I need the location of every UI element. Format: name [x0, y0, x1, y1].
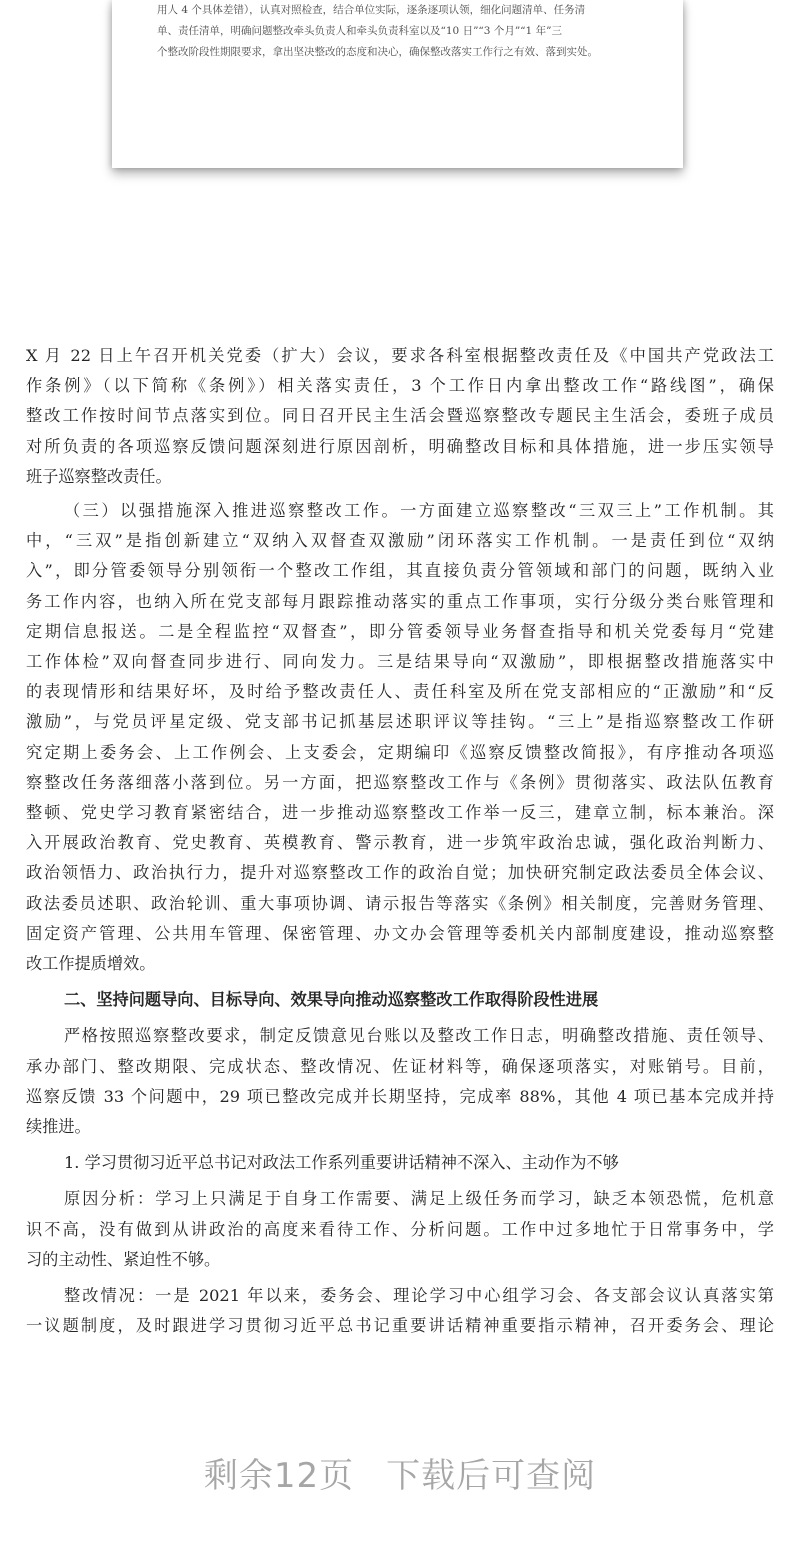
- text-line: 政治领悟力、政治执行力，提升对巡察整改工作的政治自觉；加快研究制定政法委员全体会议、: [26, 863, 774, 883]
- text-line: 定期信息报送。二是全程监控“双督查”，即分管委领导业务督查指导和机关党委每月“党建: [26, 621, 774, 641]
- text-line: 对所负责的各项巡察反馈问题深刻进行原因剖析，明确整改目标和具体措施，进一步压实领导: [26, 436, 774, 456]
- text-line: 作条例》（以下简称《条例》）相关落实责任，3 个工作日内拿出整改工作“路线图”，确保: [26, 376, 774, 396]
- paragraph-1: [26, 341, 774, 492]
- paragraph-3: [26, 1021, 774, 1142]
- text-line: 务工作内容，也纳入所在党支部每月跟踪推动落实的重点工作事项，实行分级分类台账管理和: [26, 591, 774, 611]
- text-line: 巡察反馈 33 个问题中，29 项已整改完成并长期坚持，完成率 88%，其他 4 项已基本完成并持: [26, 1086, 774, 1106]
- paragraph-5: [26, 1281, 774, 1341]
- text-line: 察整改任务落细落小落到位。另一方面，把巡察整改工作与《条例》贯彻落实、政法队伍教育: [26, 772, 774, 792]
- text-line: 承办部门、整改期限、完成状态、整改情况、佐证材料等，确保逐项落实，对账销号。目前，: [26, 1056, 774, 1076]
- preview-line: 用人 4 个具体差错），认真对照检查，结合单位实际，逐条逐项认领，细化问题清单、任务清: [157, 4, 586, 16]
- paragraph-2: [26, 496, 774, 979]
- text-line: 工作体检”双向督查同步进行、同向发力。三是结果导向“双激励”，即根据整改措施落实中: [26, 652, 774, 672]
- download-hint-label: 下载后可查阅: [386, 1456, 597, 1496]
- text-line: 中，“三双”是指创新建立“双纳入双督查双激励”闭环落实工作机制。一是责任到位“双纳: [26, 531, 774, 551]
- text-line: 识不高，没有做到从讲政治的高度来看待工作、分析问题。工作中过多地忙于日常事务中，学: [26, 1219, 774, 1239]
- text-line: 整顿、党史学习教育紧密结合，进一步推动巡察整改工作举一反三，建章立制，标本兼治。深: [26, 803, 774, 823]
- text-line: 入开展政治教育、党史教育、英模教育、警示教育，进一步筑牢政治忠诚，强化政治判断力、: [26, 833, 774, 853]
- numbered-item: 1. 学习贯彻习近平总书记对政法工作系列重要讲话精神不深入、主动作为不够: [64, 1153, 619, 1173]
- text-line: 班子巡察整改责任。: [26, 466, 172, 486]
- text-line: 习的主动性、紧迫性不够。: [26, 1249, 221, 1269]
- text-line: 原因分析：学习上只满足于自身工作需要、满足上级任务而学习，缺乏本领恐慌，危机意: [64, 1189, 774, 1209]
- text-line: 续推进。: [26, 1117, 91, 1137]
- remaining-pages-label: 剩余12页: [203, 1456, 355, 1496]
- text-line: 一议题制度，及时跟进学习贯彻习近平总书记重要讲话精神重要指示精神，召开委务会、理论: [26, 1316, 774, 1336]
- text-line: 整改情况：一是 2021 年以来，委务会、理论学习中心组学习会、各支部会议认真落实第: [64, 1286, 774, 1306]
- document-body: [26, 341, 774, 1342]
- text-line: X 月 22 日上午召开机关党委（扩大）会议，要求各科室根据整改责任及《中国共产党政法工: [26, 346, 774, 365]
- text-line: 严格按照巡察整改要求，制定反馈意见台账以及整改工作日志，明确整改措施、责任领导、: [64, 1026, 774, 1046]
- section-heading: 二、坚持问题导向、目标导向、效果导向推动巡察整改工作取得阶段性进展: [64, 990, 599, 1010]
- preview-page-card: [112, 0, 683, 168]
- text-line: 政法委员述职、政治轮训、重大事项协调、请示报告等落实《条例》相关制度，完善财务管理、: [26, 893, 774, 913]
- text-line: 究定期上委务会、上工作例会、上支委会，定期编印《巡察反馈整改简报》，有序推动各项巡: [26, 742, 774, 762]
- text-line: 整改工作按时间节点落实到位。同日召开民主生活会暨巡察整改专题民主生活会，委班子成员: [26, 406, 774, 426]
- paragraph-4: [26, 1184, 774, 1275]
- preview-line: 单、责任清单，明确问题整改牵头负责人和牵头负责科室以及“10 日”“3 个月”“1 年”三: [157, 25, 562, 37]
- text-line: 固定资产管理、公共用车管理、保密管理、办文办会管理等委机关内部制度建设，推动巡察整: [26, 923, 774, 943]
- remaining-pages-notice[interactable]: [0, 1448, 800, 1497]
- preview-line: 个整改阶段性期限要求，拿出坚决整改的态度和决心，确保整改落实工作行之有效、落到实处。: [157, 46, 598, 58]
- text-line: 入”，即分管委领导分别领衔一个整改工作组，其直接负责分管领域和部门的问题，既纳入业: [26, 561, 774, 581]
- text-line: 的表现情形和结果好坏，及时给予整改责任人、责任科室及所在党支部相应的“正激励”和“反: [26, 682, 774, 702]
- text-line: 改工作提质增效。: [26, 954, 156, 974]
- preview-snippet: [157, 0, 647, 63]
- text-line: （三）以强措施深入推进巡察整改工作。一方面建立巡察整改“三双三上”工作机制。其: [64, 501, 774, 521]
- text-line: 激励”，与党员评星定级、党支部书记抓基层述职评议等挂钩。“三上”是指巡察整改工作研: [26, 712, 774, 732]
